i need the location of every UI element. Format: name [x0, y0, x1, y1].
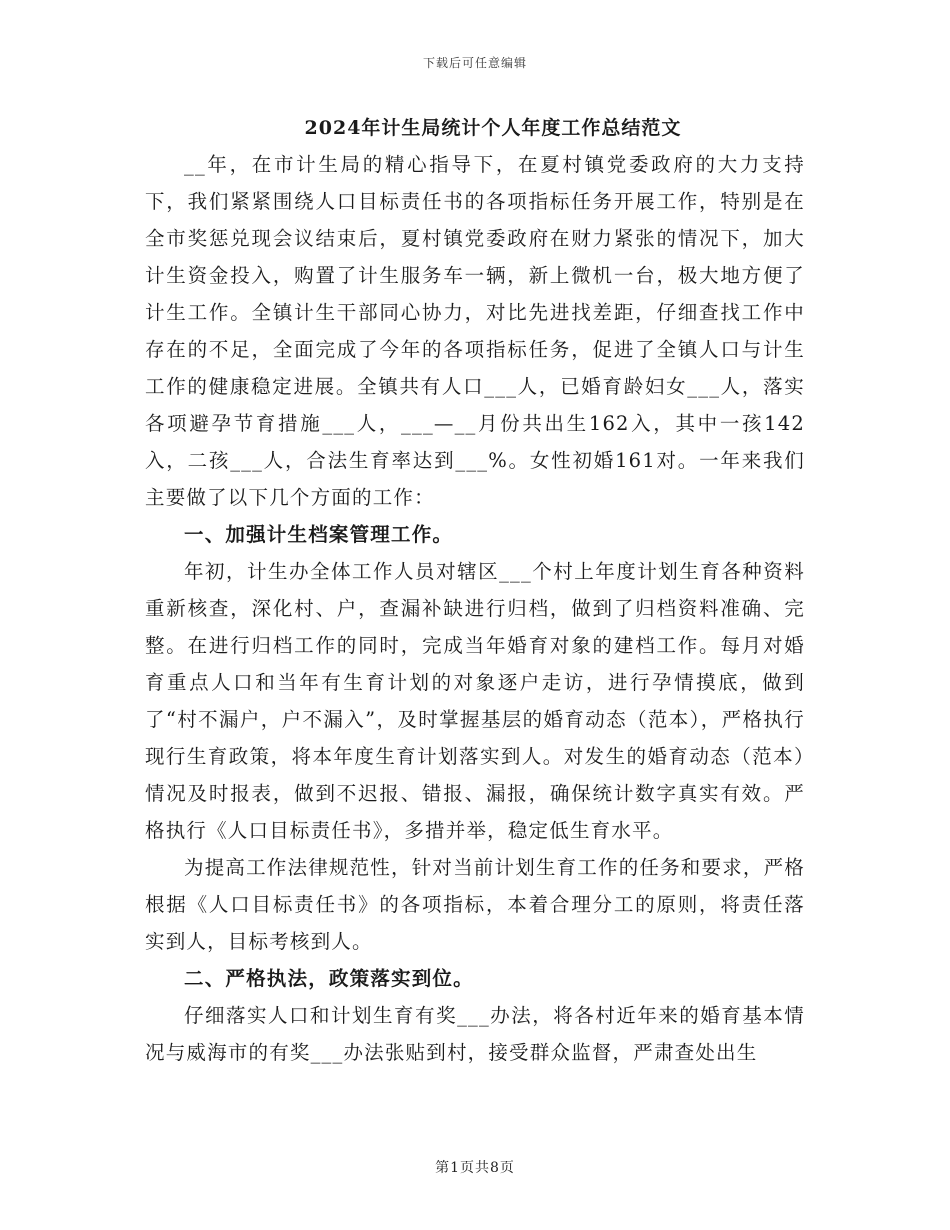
intro-paragraph: __年，在市计生局的精心指导下，在夏村镇党委政府的大力支持下，我们紧紧围绕人口目标责任书的各项指标任务开展工作，特别是在全市奖惩兑现会议结束后，夏村镇党委政府在财力紧张的情况下，加大计生资金投入，购置了计生服务车一辆，新上微机一台，极大地方便了计生工作。全镇计生干部同心协力，对比先进找差距，仔细查找工作中存在的不足，全面完成了今年的各项指标任务，促进了全镇人口与计生工作的健康稳定进展。全镇共有人口___人，已婚育龄妇女___人，落实各项避孕节育措施___人，___—__月份共出生162入，其中一孩142入，二孩___人，合法生育率达到___%。女性初婚161对。一年来我们主要做了以下几个方面的工作： [145, 153, 805, 509]
document-title: 2024年计生局统计个人年度工作总结范文 [304, 117, 682, 139]
regulation-paragraph: 为提高工作法律规范性，针对当前计划生育工作的任务和要求，严格根据《人口目标责任书》的各项指标，本着合理分工的原则，将责任落实到人，目标考核到人。 [145, 856, 806, 953]
archives-paragraph: 年初，计生办全体工作人员对辖区___个村上年度计划生育各种资料重新核查，深化村、户，查漏补缺进行归档，做到了归档资料准确、完整。在进行归档工作的同时，完成当年婚育对象的建档工作。每月对婚育重点人口和当年有生育计划的对象逐户走访，进行孕情摸底，做到了“村不漏户，户不漏入”，及时掌握基层的婚育动态（范本），严格执行现行生育政策，将本年度生育计划落实到人。对发生的婚育动态（范本）情况及时报表，做到不迟报、错报、漏报，确保统计数字真实有效。严格执行《人口目标责任书》，多措并举，稳定低生育水平。 [145, 560, 805, 842]
page-header-note: 下载后可任意编辑 [422, 56, 527, 70]
law-enforcement-paragraph: 仔细落实人口和计划生育有奖___办法，将各村近年来的婚育基本情况与威海市的有奖___办法张贴到村，接受群众监督，严肃查处出生 [145, 1004, 805, 1064]
section-heading-law-enforcement: 二、严格执法，政策落实到位。 [184, 967, 474, 990]
document-body [145, 112, 805, 1071]
page-number-footer: 第1页共8页 [435, 1160, 515, 1176]
section-heading-archives: 一、加强计生档案管理工作。 [184, 523, 454, 546]
